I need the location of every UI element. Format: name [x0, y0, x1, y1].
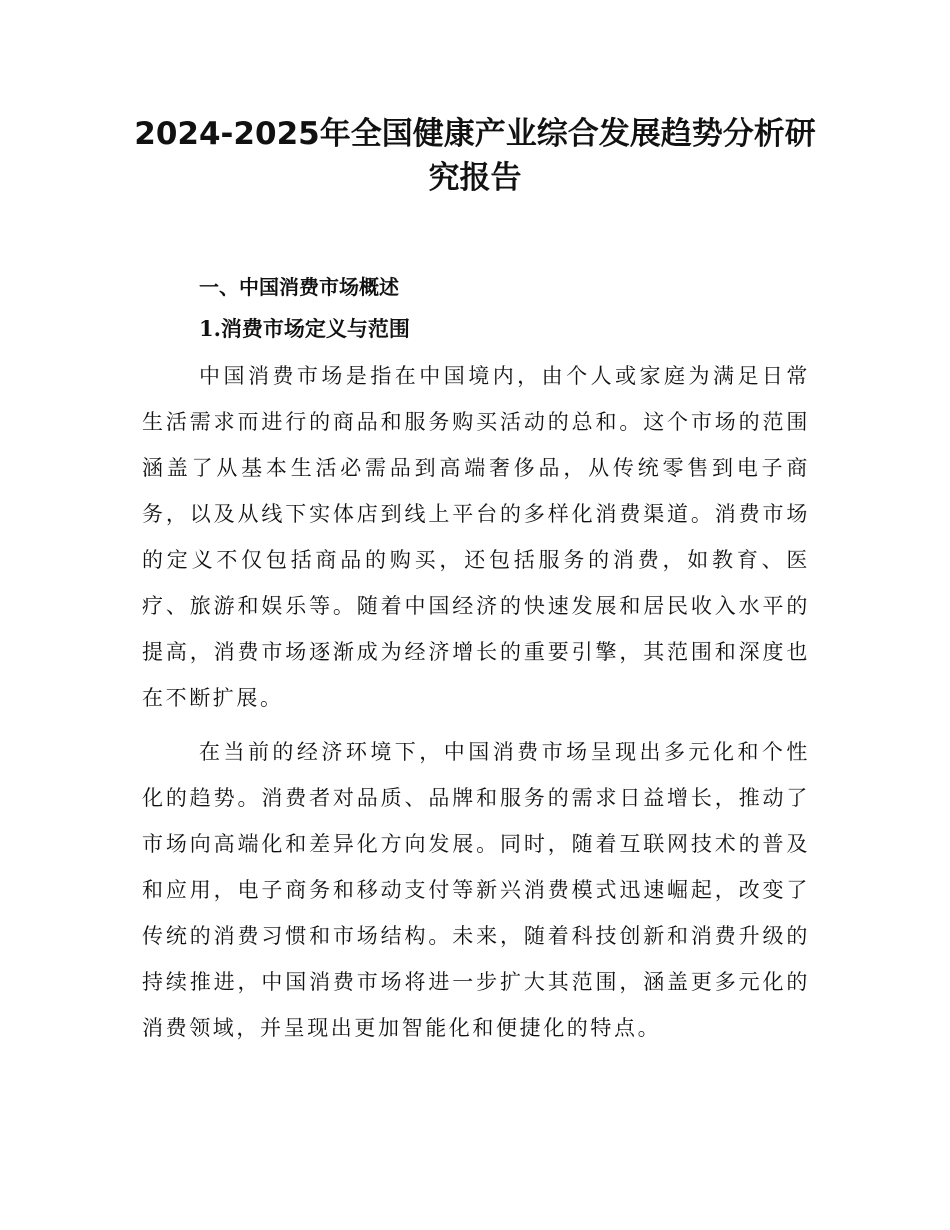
- body-paragraph-2: 在当前的经济环境下，中国消费市场呈现出多元化和个性化的趋势。消费者对品质、品牌和服务的需求日益增长，推动了市场向高端化和差异化方向发展。同时，随着互联网技术的普及和应用，电子商务和移动支付等新兴消费模式迅速崛起，改变了传统的消费习惯和市场结构。未来，随着科技创新和消费升级的持续推进，中国消费市场将进一步扩大其范围，涵盖更多元化的消费领域，并呈现出更加智能化和便捷化的特点。: [142, 740, 810, 1040]
- subsection-heading: 1.消费市场定义与范围: [199, 316, 410, 341]
- body-paragraph-1: 中国消费市场是指在中国境内，由个人或家庭为满足日常生活需求而进行的商品和服务购买活动的总和。这个市场的范围涵盖了从基本生活必需品到高端奢侈品，从传统零售到电子商务，以及从线下实体店到线上平台的多样化消费渠道。消费市场的定义不仅包括商品的购买，还包括服务的消费，如教育、医疗、旅游和娱乐等。随着中国经济的快速发展和居民收入水平的提高，消费市场逐渐成为经济增长的重要引擎，其范围和深度也在不断扩展。: [142, 364, 810, 710]
- document-title: 2024-2025年全国健康产业综合发展趋势分析研究报告: [134, 116, 816, 196]
- section-heading: 一、中国消费市场概述: [199, 275, 399, 299]
- document-body: [142, 267, 810, 1051]
